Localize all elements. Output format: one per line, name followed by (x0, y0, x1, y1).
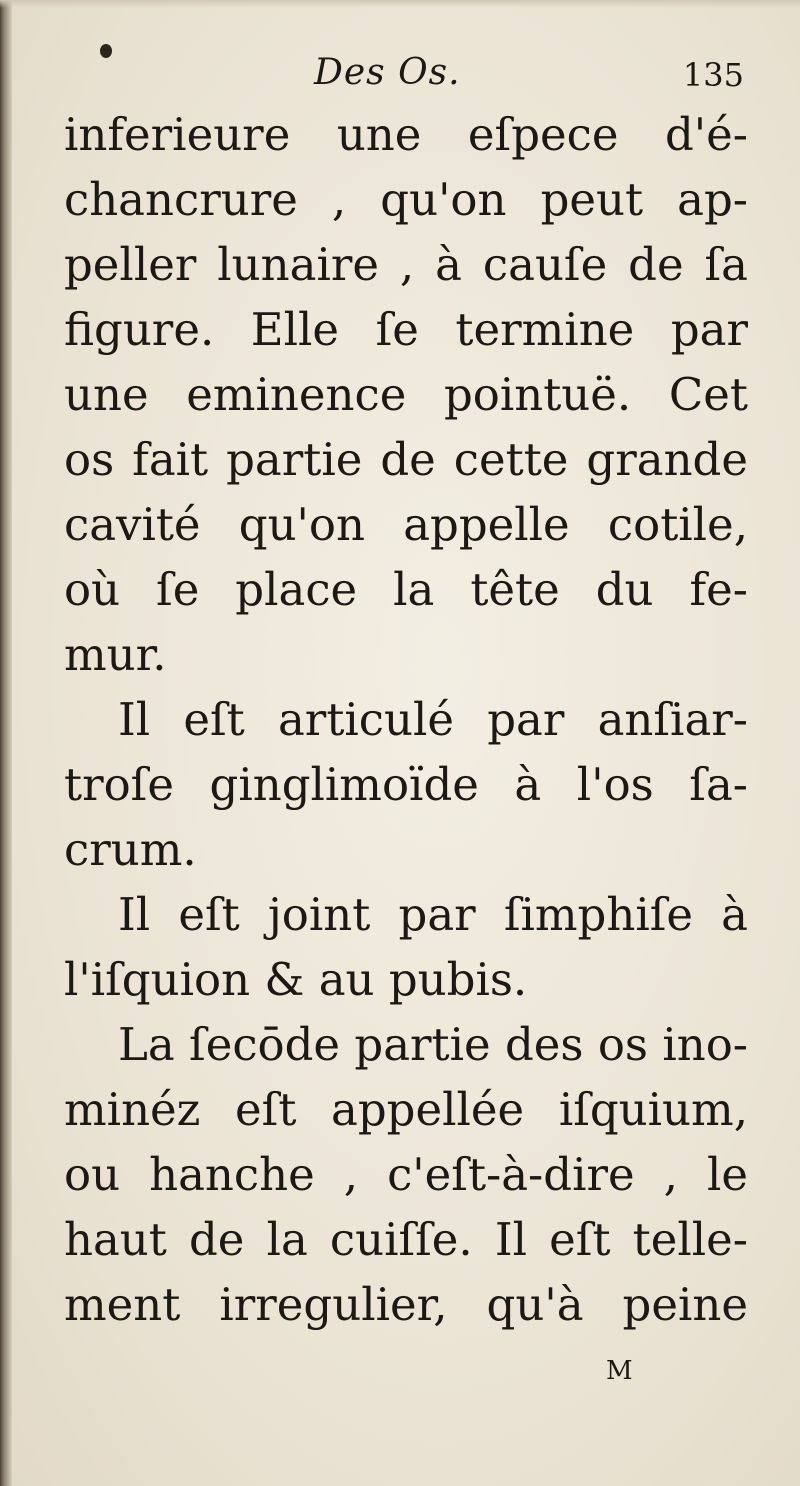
page-binding-shadow (0, 0, 12, 1486)
text-line: troſe ginglimoïde à l'os ſa- (64, 758, 748, 811)
page-top-shadow (0, 0, 800, 8)
text-line: mur. (64, 628, 167, 681)
text-line: Il eſt joint par ſimphiſe à (118, 888, 748, 941)
text-line: où ſe place la tête du fe- (64, 563, 748, 616)
text-line: cavité qu'on appelle cotile, (64, 498, 748, 551)
body-text (64, 102, 748, 1337)
text-line: chancrure , qu'on peut ap- (64, 173, 748, 226)
text-line: Il eſt articulé par anſiar- (118, 693, 748, 746)
text-line: figure. Elle ſe termine par (64, 303, 748, 356)
text-line: une eminence pointuë. Cet (64, 368, 748, 421)
text-line: haut de la cuiſſe. Il eſt telle- (64, 1213, 748, 1266)
text-line: minéz eſt appellée iſquium, (64, 1083, 748, 1136)
text-line: La ſecōde partie des os ino- (118, 1018, 748, 1071)
page-number: 135 (682, 56, 744, 94)
running-title: Des Os. (314, 52, 461, 93)
page-header (64, 52, 744, 102)
text-line: ou hanche , c'eſt-à-dire , le (64, 1148, 748, 1201)
signature-mark: M (606, 1356, 633, 1386)
text-line: os fait partie de cette grande (64, 433, 748, 486)
text-line: peller lunaire , à cauſe de ſa (64, 238, 748, 291)
text-line: l'iſquion & au pubis. (64, 953, 528, 1006)
text-line: inferieure une eſpece d'é- (64, 108, 748, 161)
text-line: ment irregulier, qu'à peine (64, 1278, 748, 1331)
text-line: crum. (64, 823, 197, 876)
